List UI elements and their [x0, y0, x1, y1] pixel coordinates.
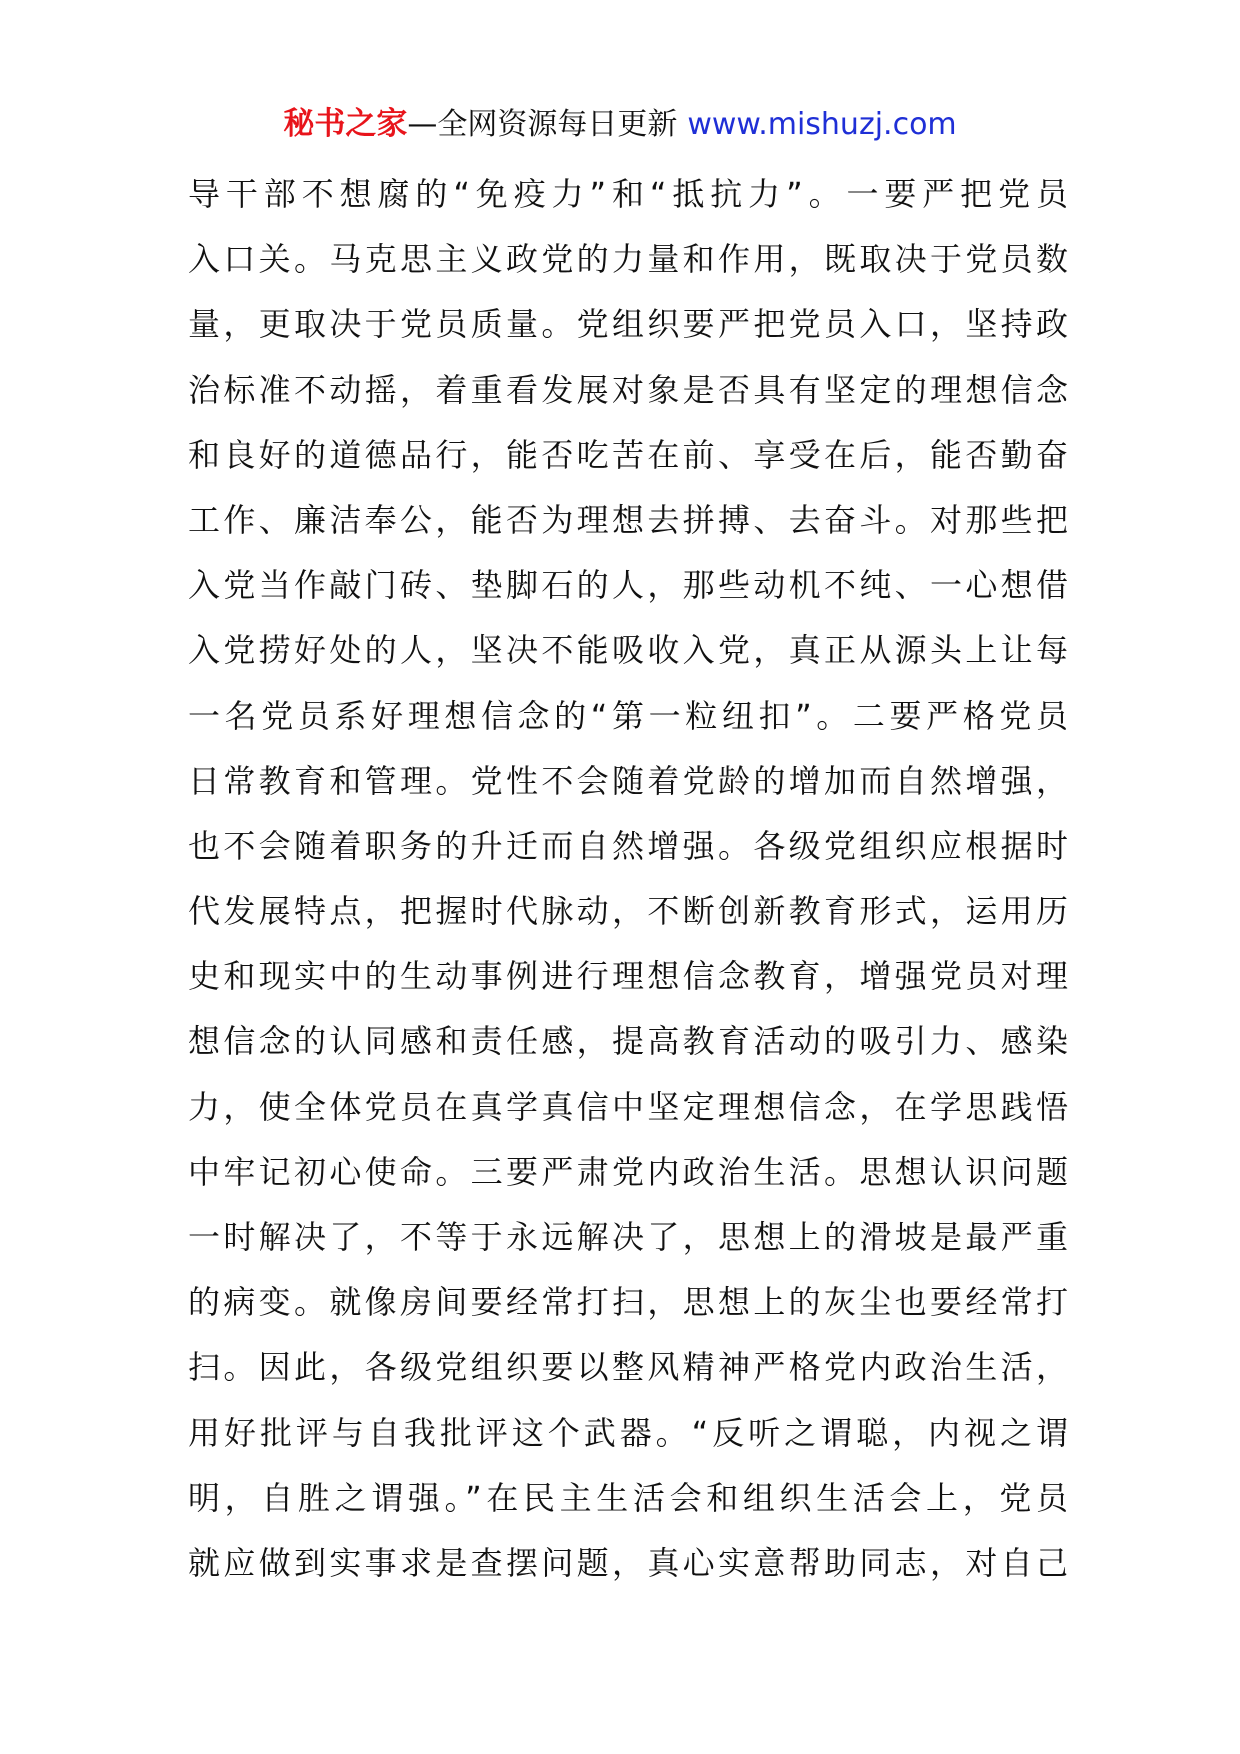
text-line: 日常教育和管理。党性不会随着党龄的增加而自然增强， [188, 761, 1068, 800]
text-line: 入党当作敲门砖、垫脚石的人，那些动机不纯、一心想借 [188, 566, 1068, 605]
text-line: 一名党员系好理想信念的“第一粒纽扣”。二要严格党员 [188, 696, 1068, 735]
brand-name: 秘书之家 [283, 106, 408, 142]
text-line: 用好批评与自我批评这个武器。“反听之谓聪，内视之谓 [188, 1413, 1068, 1452]
text-line: 的病变。就像房间要经常打扫，思想上的灰尘也要经常打 [188, 1283, 1068, 1322]
page-header [0, 100, 1240, 149]
text-line: 工作、廉洁奉公，能否为理想去拼搏、去奋斗。对那些把 [188, 500, 1068, 539]
text-line: 治标准不动摇，着重看发展对象是否具有坚定的理想信念 [188, 370, 1068, 409]
text-line: 史和现实中的生动事例进行理想信念教育，增强党员对理 [188, 957, 1068, 996]
website-link[interactable]: www.mishuzj.com [687, 107, 957, 142]
text-line: 想信念的认同感和责任感，提高教育活动的吸引力、感染 [188, 1022, 1068, 1061]
text-line: 入口关。马克思主义政党的力量和作用，既取决于党员数 [188, 240, 1068, 279]
text-line: 力，使全体党员在真学真信中坚定理想信念，在学思践悟 [188, 1087, 1068, 1126]
text-line: 中牢记初心使命。三要严肃党内政治生活。思想认识问题 [188, 1152, 1068, 1191]
text-line: 和良好的道德品行，能否吃苦在前、享受在后，能否勤奋 [188, 435, 1068, 474]
text-line: 代发展特点，把握时代脉动，不断创新教育形式，运用历 [188, 892, 1068, 931]
text-line: 一时解决了，不等于永远解决了，思想上的滑坡是最严重 [188, 1218, 1068, 1256]
text-line: 也不会随着职务的升迁而自然增强。各级党组织应根据时 [188, 826, 1068, 865]
header-tagline: —全网资源每日更新 [407, 107, 678, 142]
text-line: 明，自胜之谓强。”在民主生活会和组织生活会上，党员 [188, 1478, 1068, 1517]
text-line: 量，更取决于党员质量。党组织要严把党员入口，坚持政 [188, 305, 1068, 344]
text-line: 就应做到实事求是查摆问题，真心实意帮助同志，对自己 [188, 1543, 1068, 1582]
text-line: 入党捞好处的人，坚决不能吸收入党，真正从源头上让每 [188, 631, 1068, 670]
text-line: 导干部不想腐的“免疫力”和“抵抗力”。一要严把党员 [188, 175, 1068, 213]
body-text [188, 162, 1068, 1596]
text-line: 扫。因此，各级党组织要以整风精神严格党内政治生活， [188, 1348, 1068, 1387]
